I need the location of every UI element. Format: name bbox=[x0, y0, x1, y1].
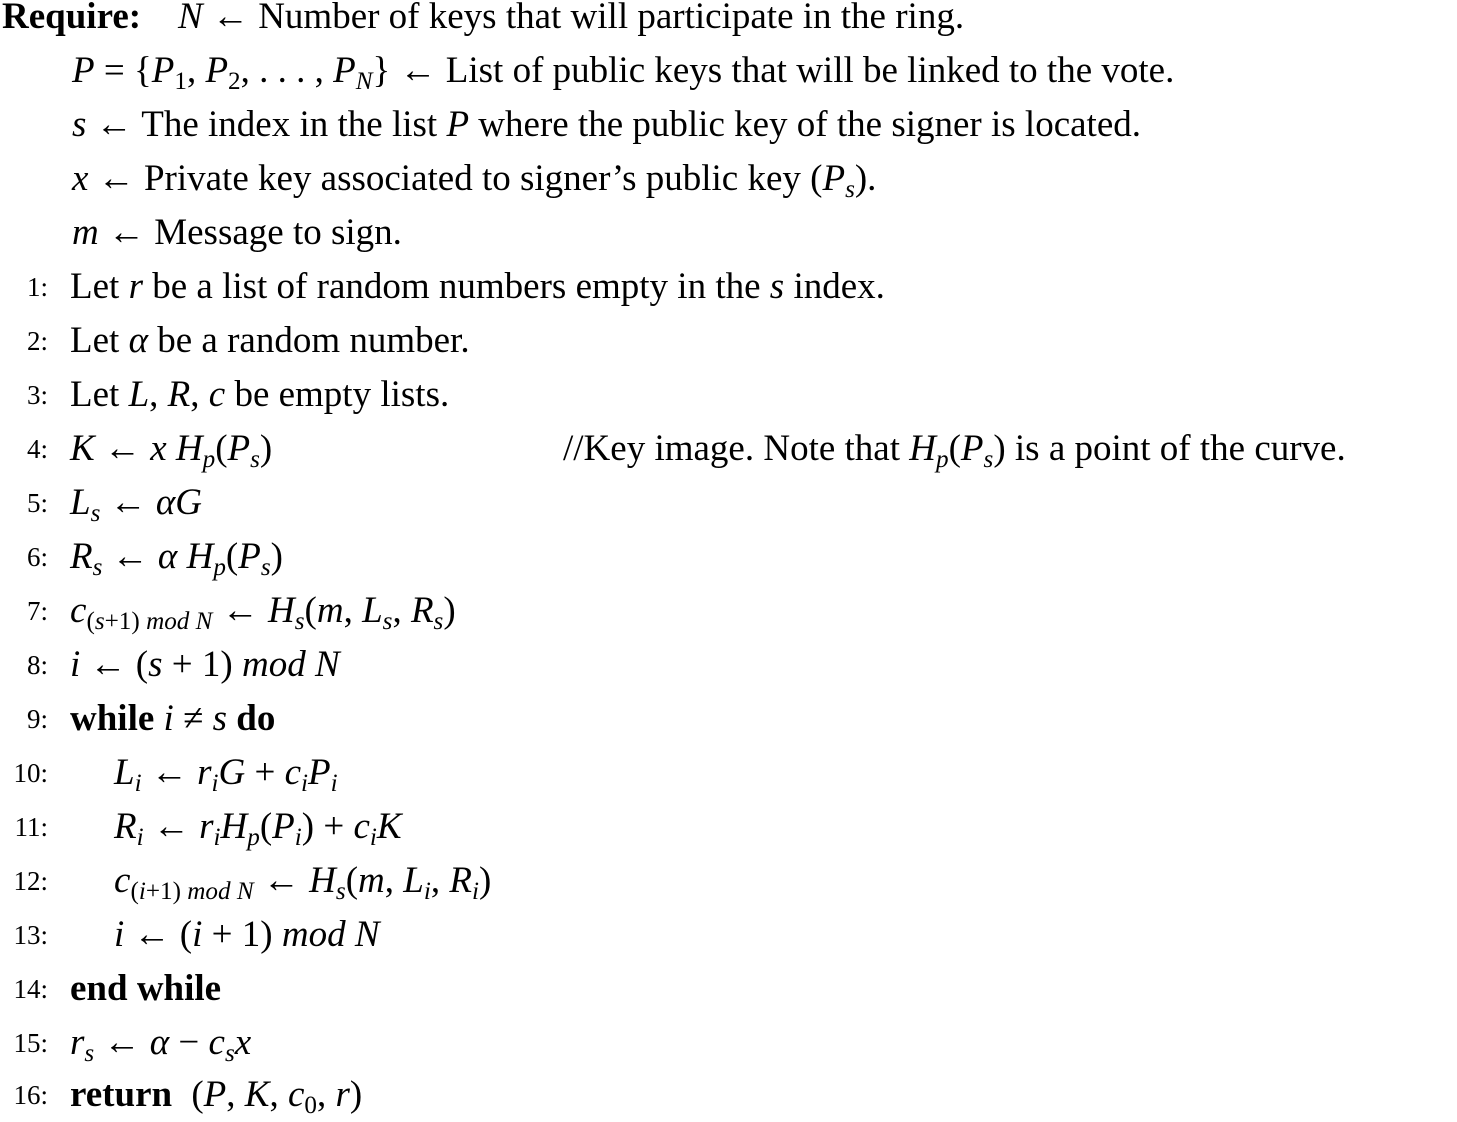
step-text: $R_i$ ← $r_iH_p(P_i) + c_iK$ bbox=[114, 806, 402, 852]
step-number: 1: bbox=[26, 272, 48, 302]
step-number: 9: bbox=[26, 704, 48, 734]
step-text: $c_{(s+1) mod N}$ ← $H_s(m$, $L_s$, $R_s$) bbox=[70, 590, 456, 636]
require-text: x ← Private key associated to signer’s public key $(P_s)$. bbox=[72, 158, 877, 204]
step-number: 10: bbox=[13, 758, 48, 788]
require-text: m ← Message to sign. bbox=[72, 212, 402, 253]
step-number: 7: bbox=[26, 596, 48, 626]
step-text: $R_s$ ← α $H_p(P_s)$ bbox=[70, 536, 283, 582]
step-text: $c_{(i+1) mod N}$ ← $H_s(m$, $L_i$, $R_i$) bbox=[114, 860, 492, 906]
step-number: 6: bbox=[26, 542, 48, 572]
require-label: Require: bbox=[2, 0, 142, 37]
require-text: s ← The index in the list P where the public key of the signer is located. bbox=[72, 104, 1141, 145]
step-text: K ← x $H_p(P_s)$ bbox=[70, 428, 273, 474]
step-number: 13: bbox=[13, 920, 48, 950]
step-number: 14: bbox=[13, 974, 48, 1004]
step-text: $L_i$ ← $r_iG + c_iP_i$ bbox=[114, 752, 338, 798]
step-number: 12: bbox=[13, 866, 48, 896]
step-text: $r_s$ ← $\alpha - c_sx$ bbox=[70, 1022, 252, 1068]
step-number: 8: bbox=[26, 650, 48, 680]
step-number: 4: bbox=[26, 434, 48, 464]
step-text: Let α be a random number. bbox=[70, 320, 470, 361]
step-number: 5: bbox=[26, 488, 48, 518]
step-number: 15: bbox=[13, 1028, 48, 1058]
step-text: i ← (i + 1) mod N bbox=[114, 914, 380, 955]
step-comment: //Key image. Note that $H_p(P_s)$ is a point of the curve. bbox=[563, 428, 1346, 474]
step-text: return (P, K, $c_0$, r) bbox=[70, 1074, 363, 1120]
require-text: $P = \{P_1$, $P_2$, . . . , $P_N$} ← List of public keys that will be linked to the vote. bbox=[72, 50, 1175, 96]
step-number: 2: bbox=[26, 326, 48, 356]
step-number: 3: bbox=[26, 380, 48, 410]
step-number: 11: bbox=[14, 812, 48, 842]
step-text: Let L, R, c be empty lists. bbox=[70, 374, 450, 415]
step-text: end while bbox=[70, 968, 222, 1009]
step-text: $L_s$ ← αG bbox=[70, 482, 203, 528]
require-text: N ← Number of keys that will participate in the ring. bbox=[178, 0, 965, 37]
step-text: while i ≠ s do bbox=[70, 698, 276, 739]
step-text: Let r be a list of random numbers empty in the s index. bbox=[70, 266, 885, 307]
step-number: 16: bbox=[13, 1080, 48, 1110]
step-text: i ← (s + 1) mod N bbox=[70, 644, 340, 685]
